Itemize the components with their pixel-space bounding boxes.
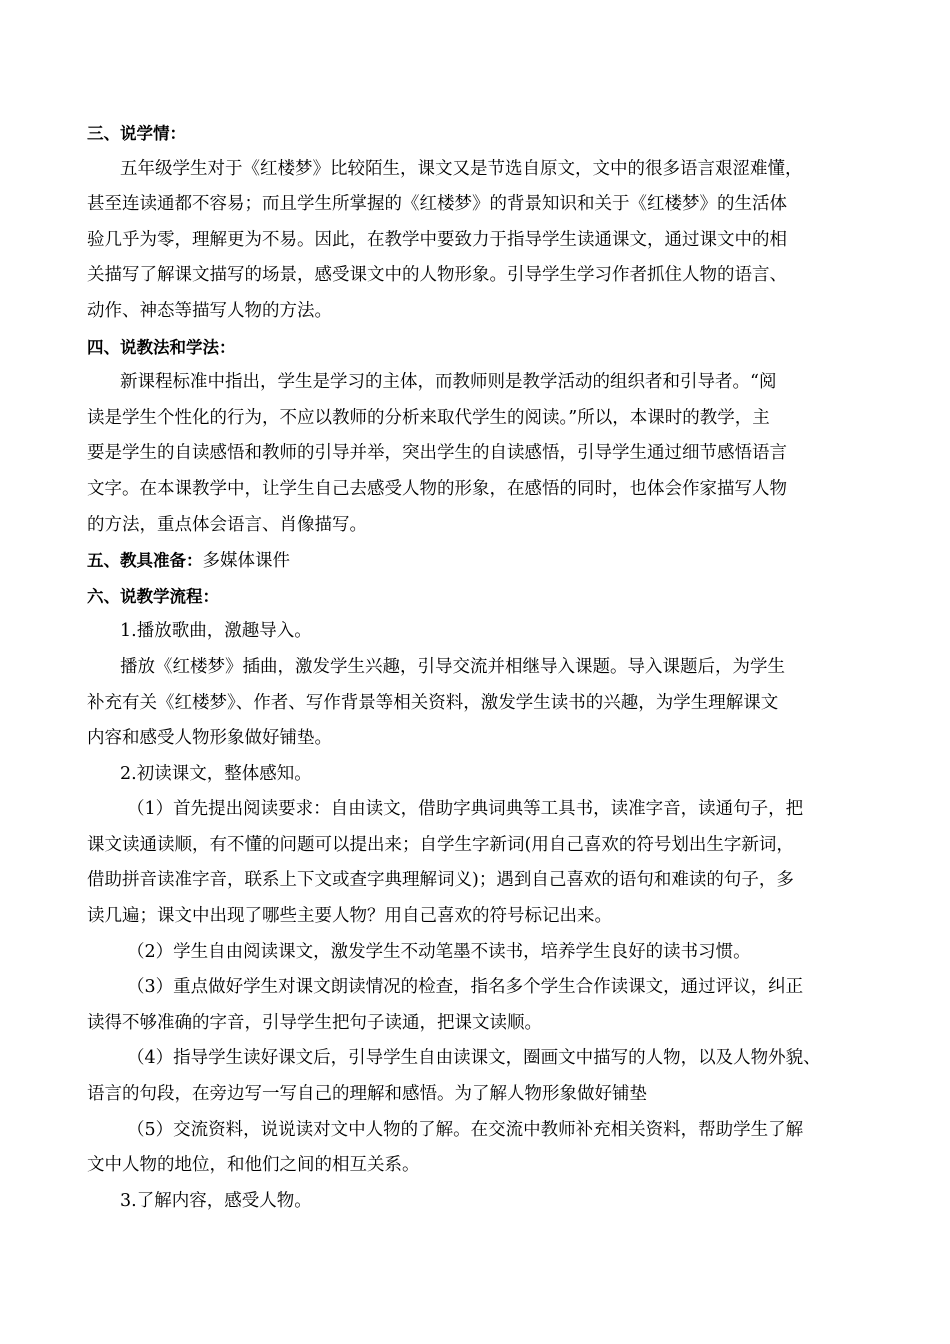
list-item-line: 课文读通读顺，有不懂的问题可以提出来；自学生字新词(用自己喜欢的符号划出生字新词，	[87, 834, 794, 855]
list-item-line: （2）学生自由阅读课文，激发学生不动笔墨不读书，培养学生良好的读书习惯。	[127, 941, 751, 962]
paragraph-line: 读是学生个性化的行为，不应以教师的分析来取代学生的阅读。”所以，本课时的教学，主	[87, 407, 770, 428]
paragraph-line: 补充有关《红楼梦》、作者、写作背景等相关资料，激发学生读书的兴趣，为学生理解课文	[87, 692, 779, 713]
paragraph-line: 播放《红楼梦》插曲，激发学生兴趣，引导交流并相继导入课题。导入课题后，为学生	[120, 656, 785, 677]
document-page	[87, 116, 863, 1219]
paragraph-line: 新课程标准中指出，学生是学习的主体，而教师则是教学活动的组织者和引导者。“阅	[120, 372, 777, 393]
section-heading-teaching-aids	[87, 543, 863, 579]
teaching-aids-label: 五、教具准备：	[87, 551, 203, 571]
paragraph-line: 的方法，重点体会语言、肖像描写。	[87, 514, 367, 535]
paragraph-line: 五年级学生对于《红楼梦》比较陌生，课文又是节选自原文，文中的很多语言艰涩难懂，	[120, 158, 803, 179]
list-item-line: 读几遍；课文中出现了哪些主要人物？用自己喜欢的符号标记出来。	[87, 906, 612, 927]
list-item-line: （1）首先提出阅读要求：自由读文，借助字典词典等工具书，读准字音，读通句子，把	[127, 799, 804, 820]
list-item-line: （4）指导学生读好课文后，引导学生自由读课文，圈画文中描写的人物，以及人物外貌、	[127, 1048, 821, 1069]
paragraph-line: 甚至连读通都不容易；而且学生所掌握的《红楼梦》的背景知识和关于《红楼梦》的生活体	[87, 194, 787, 215]
paragraph-line: 要是学生的自读感悟和教师的引导并举，突出学生的自读感悟，引导学生通过细节感悟语言	[87, 443, 787, 464]
paragraph-line: 关描写了解课文描写的场景，感受课文中的人物形象。引导学生学习作者抓住人物的语言、	[87, 265, 787, 286]
list-item-line: 读得不够准确的字音，引导学生把句子读通，把课文读顺。	[87, 1012, 542, 1033]
section-heading-teaching-process: 六、说教学流程：	[87, 586, 219, 606]
paragraph-line: 内容和感受人物形象做好铺垫。	[87, 728, 332, 749]
list-item-line: 文中人物的地位，和他们之间的相互关系。	[87, 1155, 420, 1176]
list-item-line: （3）重点做好学生对课文朗读情况的检查，指名多个学生合作读课文，通过评议，纠正	[127, 977, 804, 998]
list-item-line: （5）交流资料，说说读对文中人物的了解。在交流中教师补充相关资料，帮助学生了解	[127, 1119, 804, 1140]
list-item-line: 语言的句段，在旁边写一写自己的理解和感悟。为了解人物形象做好铺垫	[87, 1084, 647, 1105]
paragraph-line: 验几乎为零，理解更为不易。因此，在教学中要致力于指导学生读通课文，通过课文中的相	[87, 229, 787, 250]
teaching-aids-value: 多媒体课件	[202, 551, 290, 572]
list-item-line: 借助拼音读准字音，联系上下文或查字典理解词义)；遇到自己喜欢的语句和难读的句子，多	[87, 870, 794, 891]
section-heading-teaching-methods: 四、说教法和学法：	[87, 337, 236, 357]
step-title: 2.初读课文，整体感知。	[120, 763, 312, 784]
step-title: 1.播放歌曲，激趣导入。	[120, 621, 312, 642]
section-heading-learning-situation: 三、说学情：	[87, 124, 186, 143]
step-title: 3.了解内容，感受人物。	[120, 1190, 312, 1211]
paragraph-line: 动作、神态等描写人物的方法。	[87, 300, 332, 321]
paragraph-line: 文字。在本课教学中，让学生自己去感受人物的形象，在感悟的同时，也体会作家描写人物	[87, 478, 787, 499]
